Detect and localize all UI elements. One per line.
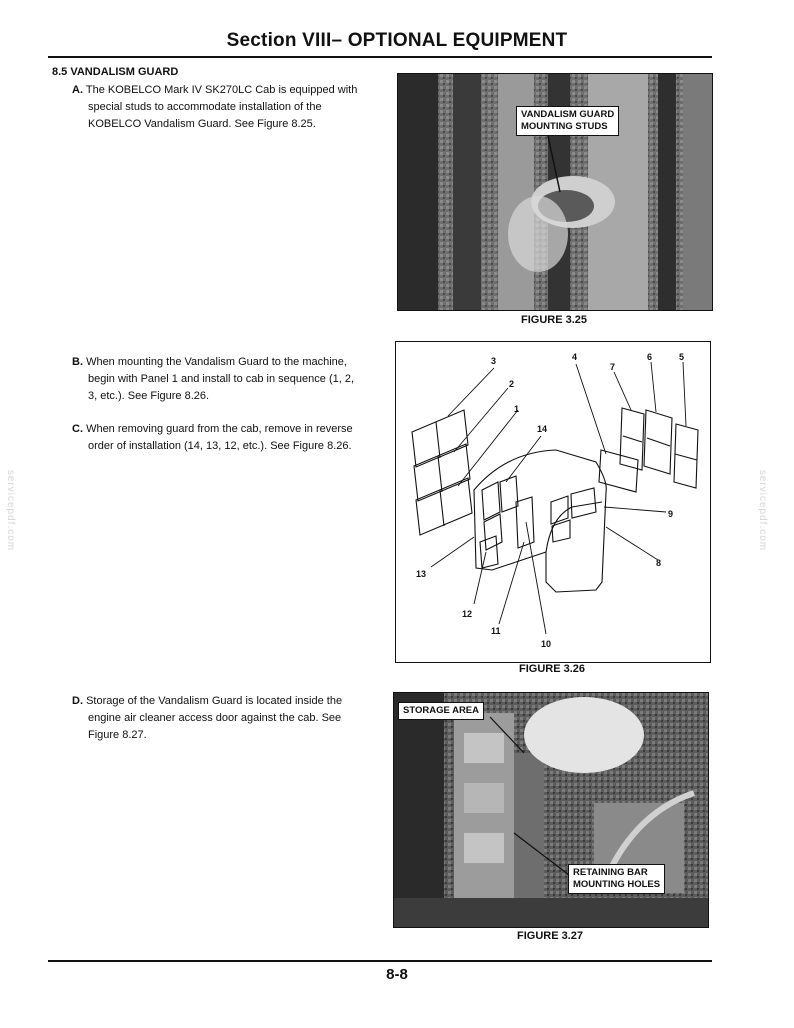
diagram-panel-sequence-drawing xyxy=(396,342,710,662)
step-letter: A. xyxy=(72,84,83,96)
panel-number-labels xyxy=(416,352,684,649)
panel-label: 1 xyxy=(514,404,520,414)
callout-mounting-studs: VANDALISM GUARD MOUNTING STUDS xyxy=(516,106,619,136)
photo-storage-area xyxy=(393,692,709,928)
step-b xyxy=(72,354,362,405)
step-text: The KOBELCO Mark IV SK270LC Cab is equipped with special studs to accommodate installation of the KOBELCO Vandalism Guard. See Figure 8.25. xyxy=(85,84,358,130)
step-c xyxy=(72,421,362,455)
step-letter: D. xyxy=(72,695,83,707)
cab-body xyxy=(474,450,606,592)
panel-stack-left xyxy=(412,410,472,535)
step-text: When removing guard from the cab, remove in reverse order of installation (14, 13, 12, etc.). See Figure 8.26. xyxy=(86,423,353,452)
step-letter: C. xyxy=(72,423,83,435)
photo-mounting-studs xyxy=(397,73,713,311)
panel-set-right xyxy=(599,408,698,492)
step-a xyxy=(72,82,362,133)
callout-storage-area: STORAGE AREA xyxy=(398,702,484,720)
panel-label: 11 xyxy=(491,626,501,636)
step-letter: B. xyxy=(72,356,83,368)
panel-label: 6 xyxy=(647,352,653,362)
panel-label: 5 xyxy=(679,352,685,362)
panel-label: 13 xyxy=(416,569,427,579)
header-rule xyxy=(48,56,712,58)
page-title: Section VIII– OPTIONAL EQUIPMENT xyxy=(226,30,568,51)
figure-caption: FIGURE 3.26 xyxy=(518,663,586,675)
watermark-left: servicepdf.com xyxy=(5,469,17,552)
panel-label: 9 xyxy=(668,509,674,519)
panel-label: 12 xyxy=(462,609,473,619)
callout-retaining-bar-holes: RETAINING BAR MOUNTING HOLES xyxy=(568,864,665,894)
panel-label: 3 xyxy=(491,356,497,366)
figure-caption: FIGURE 3.25 xyxy=(520,314,588,326)
panel-label: 8 xyxy=(656,558,662,568)
step-text: Storage of the Vandalism Guard is located inside the engine air cleaner access door against the cab. See Figure 8.27. xyxy=(86,695,343,741)
panel-label: 10 xyxy=(541,639,552,649)
panel-label: 2 xyxy=(509,379,515,389)
footer-rule xyxy=(48,960,712,962)
page-number: 8-8 xyxy=(386,966,408,983)
panel-label: 7 xyxy=(610,362,616,372)
figure-caption: FIGURE 3.27 xyxy=(516,930,584,942)
diagram-panel-sequence xyxy=(395,341,711,663)
section-heading: 8.5 VANDALISM GUARD xyxy=(52,66,179,78)
panel-label: 4 xyxy=(572,352,578,362)
step-text: When mounting the Vandalism Guard to the machine, begin with Panel 1 and install to cab in sequence (1, 2, 3, etc.). See Figure 8.26. xyxy=(86,356,355,402)
step-d xyxy=(72,693,362,744)
watermark-right: servicepdf.com xyxy=(757,469,769,552)
panel-label: 14 xyxy=(537,424,548,434)
leader-lines xyxy=(431,362,686,634)
